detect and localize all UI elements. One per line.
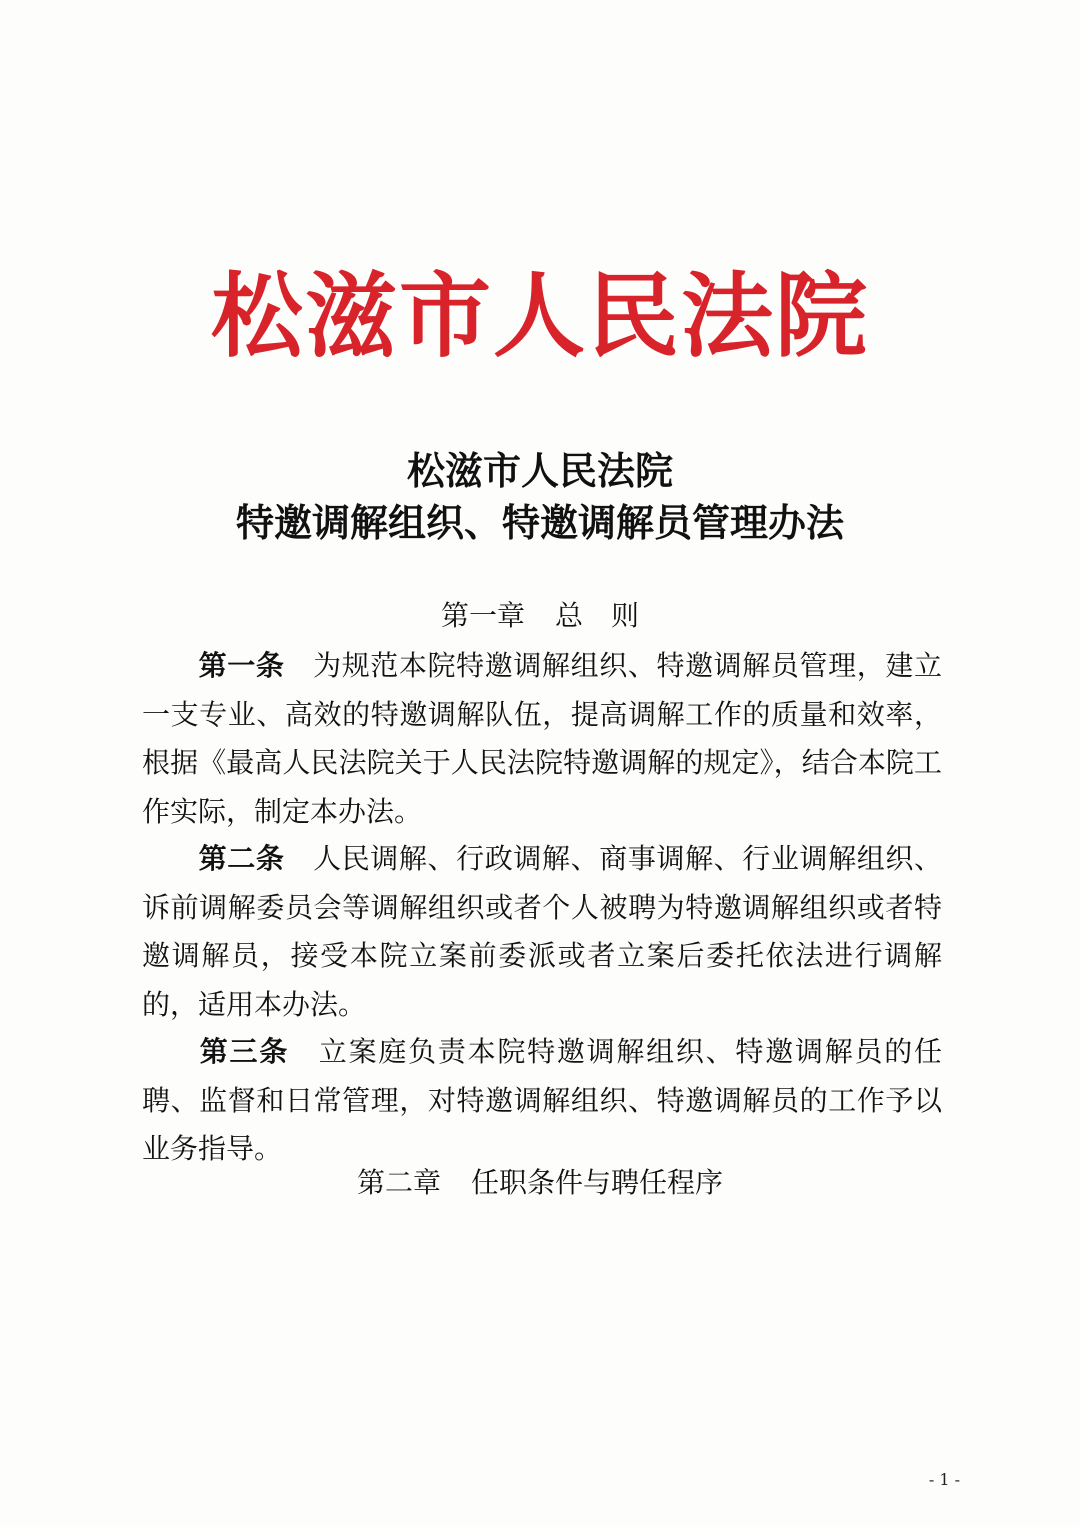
- document-title-line-2: 特邀调解组织、特邀调解员管理办法: [235, 500, 844, 545]
- article-2-text: 人民调解、行政调解、商事调解、行业调解组织、诉前调解委员会等调解组织或者个人被聘为特邀调解组织或者特邀调解员，接受本院立案前委派或者立案后委托依法进行调解的，适用本办法。: [142, 842, 942, 1021]
- chapter-1-title: 总 则: [555, 599, 640, 632]
- chapter-1-heading: [0, 596, 1080, 636]
- document-title-line-1: 松滋市人民法院: [406, 448, 673, 493]
- article-3-text: 立案庭负责本院特邀调解组织、特邀调解员的任聘、监督和日常管理，对特邀调解组织、特邀调解员的工作予以业务指导。: [142, 1035, 942, 1165]
- chapter-2-number: 第二章: [356, 1166, 441, 1199]
- article-1-text: 为规范本院特邀调解组织、特邀调解员管理，建立一支专业、高效的特邀调解队伍，提高调解工作的质量和效率，根据《最高人民法院关于人民法院特邀调解的规定》，结合本院工作实际，制定本办法。: [142, 649, 942, 828]
- article-2-label: 第二条: [198, 842, 285, 875]
- chapter-2-title: 任职条件与聘任程序: [471, 1166, 724, 1199]
- article-1: [142, 642, 942, 836]
- article-3-label: 第三条: [198, 1035, 290, 1068]
- article-2: [142, 835, 942, 1029]
- chapter-2-heading: [0, 1163, 1080, 1203]
- article-3: [142, 1028, 942, 1174]
- chapter-1-number: 第一章: [440, 599, 525, 632]
- red-masthead: 松滋市人民法院: [210, 263, 869, 370]
- article-1-label: 第一条: [198, 649, 285, 682]
- page-number: - 1 -: [928, 1470, 960, 1489]
